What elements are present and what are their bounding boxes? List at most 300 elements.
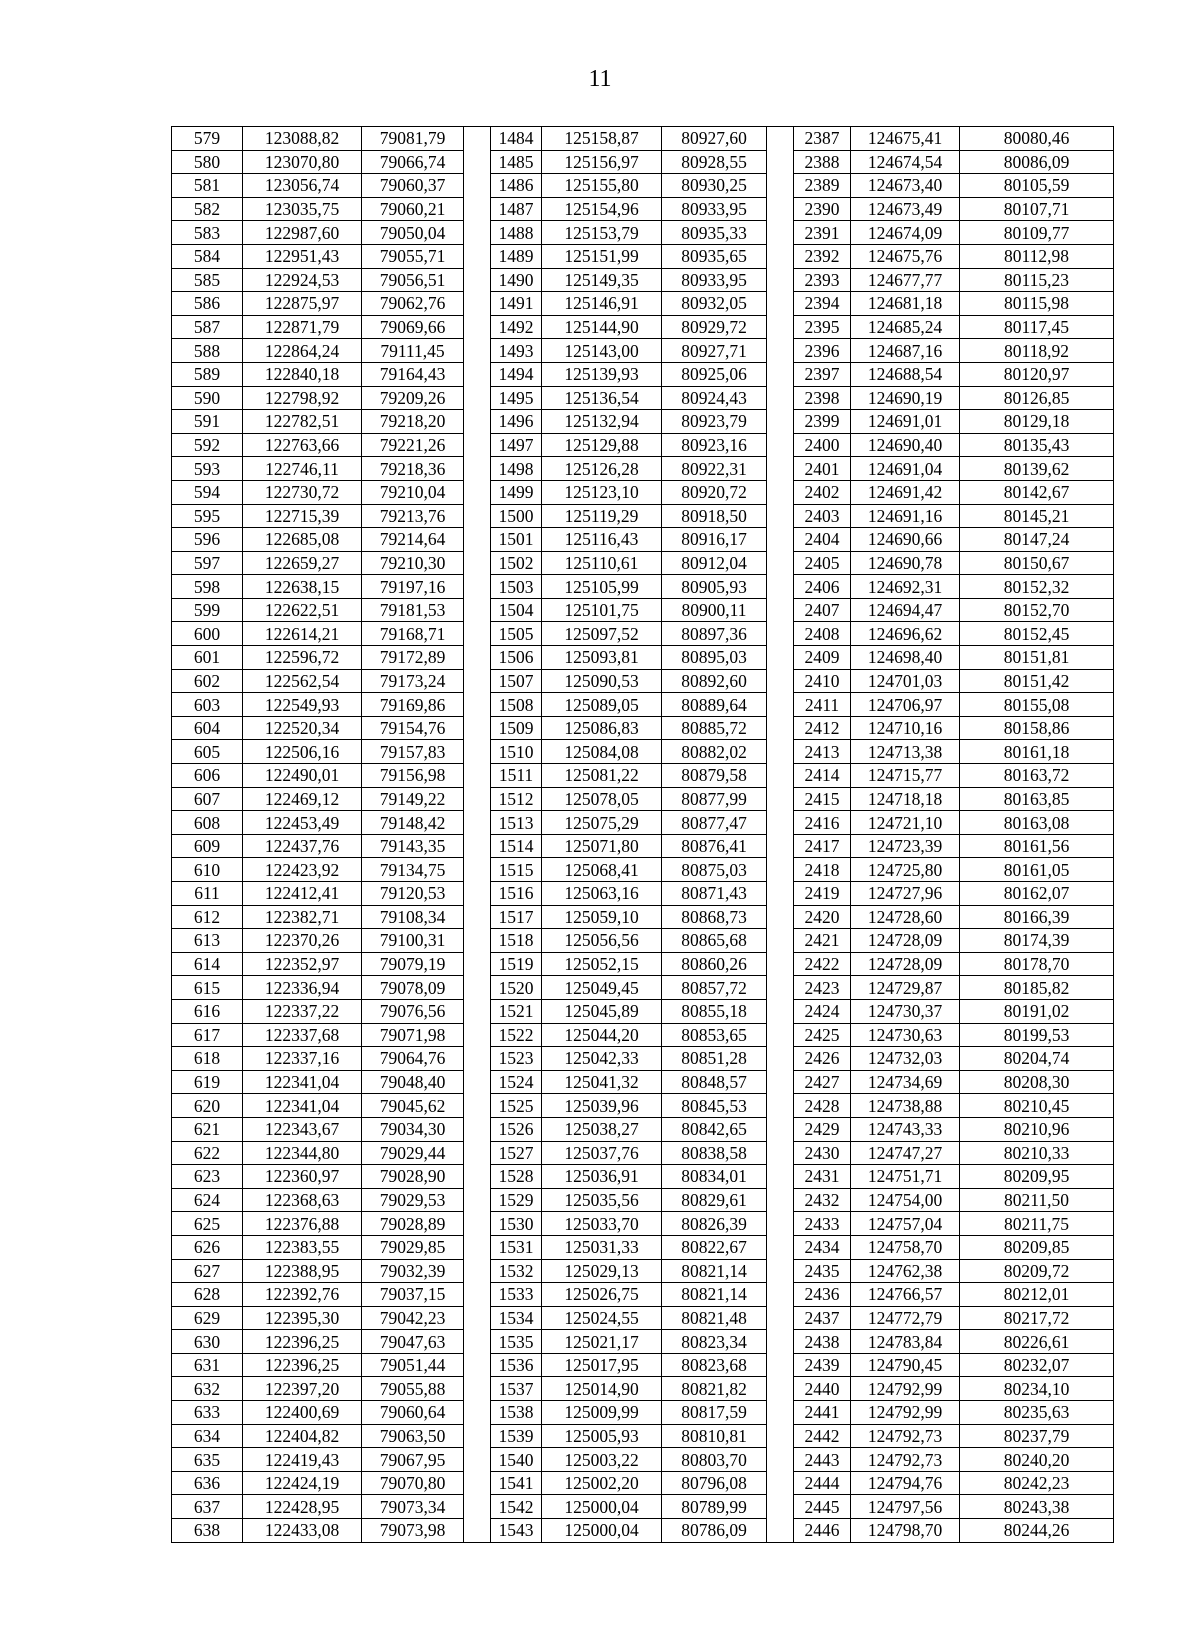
y-coordinate-cell: 80142,67: [960, 480, 1114, 504]
point-number-cell: 585: [172, 268, 243, 292]
table-row: [172, 197, 1114, 221]
column-group-separator: [767, 150, 794, 174]
x-coordinate-cell: 122520,34: [243, 716, 362, 740]
x-coordinate-cell: 125089,05: [542, 693, 662, 717]
y-coordinate-cell: 80107,71: [960, 197, 1114, 221]
y-coordinate-cell: 79221,26: [362, 433, 464, 457]
column-group-separator: [767, 858, 794, 882]
x-coordinate-cell: 125151,99: [542, 244, 662, 268]
point-number-cell: 1498: [491, 457, 542, 481]
y-coordinate-cell: 79060,64: [362, 1401, 464, 1425]
x-coordinate-cell: 122596,72: [243, 646, 362, 670]
y-coordinate-cell: 79197,16: [362, 575, 464, 599]
point-number-cell: 2395: [794, 315, 851, 339]
point-number-cell: 1516: [491, 882, 542, 906]
point-number-cell: 1501: [491, 528, 542, 552]
table-row: [172, 1377, 1114, 1401]
x-coordinate-cell: 122562,54: [243, 669, 362, 693]
point-number-cell: 595: [172, 504, 243, 528]
x-coordinate-cell: 124673,40: [851, 174, 960, 198]
column-group-separator: [464, 1330, 491, 1354]
x-coordinate-cell: 124691,42: [851, 480, 960, 504]
y-coordinate-cell: 79055,88: [362, 1377, 464, 1401]
table-row: [172, 1330, 1114, 1354]
y-coordinate-cell: 80135,43: [960, 433, 1114, 457]
x-coordinate-cell: 123070,80: [243, 150, 362, 174]
y-coordinate-cell: 80163,08: [960, 811, 1114, 835]
point-number-cell: 2392: [794, 244, 851, 268]
table-row: [172, 410, 1114, 434]
table-row: [172, 1519, 1114, 1543]
column-group-separator: [464, 292, 491, 316]
point-number-cell: 2399: [794, 410, 851, 434]
point-number-cell: 2391: [794, 221, 851, 245]
y-coordinate-cell: 80242,23: [960, 1471, 1114, 1495]
y-coordinate-cell: 79218,36: [362, 457, 464, 481]
point-number-cell: 2425: [794, 1023, 851, 1047]
point-number-cell: 2440: [794, 1377, 851, 1401]
y-coordinate-cell: 80918,50: [662, 504, 767, 528]
column-group-separator: [464, 716, 491, 740]
point-number-cell: 1485: [491, 150, 542, 174]
y-coordinate-cell: 80212,01: [960, 1283, 1114, 1307]
x-coordinate-cell: 125086,83: [542, 716, 662, 740]
y-coordinate-cell: 79060,21: [362, 197, 464, 221]
y-coordinate-cell: 80162,07: [960, 882, 1114, 906]
column-group-separator: [464, 457, 491, 481]
y-coordinate-cell: 80163,72: [960, 764, 1114, 788]
x-coordinate-cell: 122924,53: [243, 268, 362, 292]
y-coordinate-cell: 80191,02: [960, 999, 1114, 1023]
point-number-cell: 2397: [794, 362, 851, 386]
y-coordinate-cell: 79048,40: [362, 1070, 464, 1094]
y-coordinate-cell: 79073,34: [362, 1495, 464, 1519]
column-group-separator: [464, 882, 491, 906]
y-coordinate-cell: 80126,85: [960, 386, 1114, 410]
point-number-cell: 629: [172, 1306, 243, 1330]
x-coordinate-cell: 124783,84: [851, 1330, 960, 1354]
x-coordinate-cell: 125090,53: [542, 669, 662, 693]
point-number-cell: 1536: [491, 1353, 542, 1377]
x-coordinate-cell: 122341,04: [243, 1094, 362, 1118]
x-coordinate-cell: 124674,09: [851, 221, 960, 245]
point-number-cell: 2441: [794, 1401, 851, 1425]
y-coordinate-cell: 79164,43: [362, 362, 464, 386]
x-coordinate-cell: 125059,10: [542, 905, 662, 929]
point-number-cell: 601: [172, 646, 243, 670]
point-number-cell: 1511: [491, 764, 542, 788]
table-row: [172, 1283, 1114, 1307]
x-coordinate-cell: 124758,70: [851, 1235, 960, 1259]
column-group-separator: [767, 1519, 794, 1543]
x-coordinate-cell: 124673,49: [851, 197, 960, 221]
point-number-cell: 2390: [794, 197, 851, 221]
y-coordinate-cell: 79181,53: [362, 598, 464, 622]
table-row: [172, 362, 1114, 386]
y-coordinate-cell: 80882,02: [662, 740, 767, 764]
x-coordinate-cell: 124694,47: [851, 598, 960, 622]
x-coordinate-cell: 122840,18: [243, 362, 362, 386]
x-coordinate-cell: 124743,33: [851, 1117, 960, 1141]
point-number-cell: 602: [172, 669, 243, 693]
point-number-cell: 2393: [794, 268, 851, 292]
x-coordinate-cell: 125003,22: [542, 1448, 662, 1472]
table-row: [172, 1047, 1114, 1071]
point-number-cell: 1507: [491, 669, 542, 693]
point-number-cell: 2412: [794, 716, 851, 740]
column-group-separator: [767, 764, 794, 788]
column-group-separator: [464, 858, 491, 882]
x-coordinate-cell: 124674,54: [851, 150, 960, 174]
x-coordinate-cell: 125068,41: [542, 858, 662, 882]
column-group-separator: [464, 1353, 491, 1377]
column-group-separator: [767, 1259, 794, 1283]
y-coordinate-cell: 80209,72: [960, 1259, 1114, 1283]
point-number-cell: 2433: [794, 1212, 851, 1236]
column-group-separator: [464, 1094, 491, 1118]
y-coordinate-cell: 80208,30: [960, 1070, 1114, 1094]
column-group-separator: [767, 244, 794, 268]
x-coordinate-cell: 124721,10: [851, 811, 960, 835]
column-group-separator: [464, 433, 491, 457]
y-coordinate-cell: 79056,51: [362, 268, 464, 292]
x-coordinate-cell: 125031,33: [542, 1235, 662, 1259]
x-coordinate-cell: 122400,69: [243, 1401, 362, 1425]
x-coordinate-cell: 122396,25: [243, 1330, 362, 1354]
table-row: [172, 127, 1114, 151]
y-coordinate-cell: 79029,44: [362, 1141, 464, 1165]
x-coordinate-cell: 125093,81: [542, 646, 662, 670]
table-row: [172, 787, 1114, 811]
column-group-separator: [767, 716, 794, 740]
column-group-separator: [464, 362, 491, 386]
y-coordinate-cell: 80161,05: [960, 858, 1114, 882]
column-group-separator: [767, 1212, 794, 1236]
y-coordinate-cell: 79062,76: [362, 292, 464, 316]
point-number-cell: 623: [172, 1165, 243, 1189]
y-coordinate-cell: 79076,56: [362, 999, 464, 1023]
x-coordinate-cell: 122423,92: [243, 858, 362, 882]
x-coordinate-cell: 124792,99: [851, 1401, 960, 1425]
y-coordinate-cell: 80935,33: [662, 221, 767, 245]
column-group-separator: [767, 1117, 794, 1141]
column-group-separator: [767, 457, 794, 481]
point-number-cell: 1533: [491, 1283, 542, 1307]
x-coordinate-cell: 122506,16: [243, 740, 362, 764]
column-group-separator: [767, 1094, 794, 1118]
point-number-cell: 1542: [491, 1495, 542, 1519]
column-group-separator: [767, 1401, 794, 1425]
y-coordinate-cell: 79028,90: [362, 1165, 464, 1189]
x-coordinate-cell: 122395,30: [243, 1306, 362, 1330]
x-coordinate-cell: 124797,56: [851, 1495, 960, 1519]
x-coordinate-cell: 125037,76: [542, 1141, 662, 1165]
y-coordinate-cell: 80821,82: [662, 1377, 767, 1401]
point-number-cell: 1490: [491, 268, 542, 292]
y-coordinate-cell: 80161,18: [960, 740, 1114, 764]
point-number-cell: 618: [172, 1047, 243, 1071]
y-coordinate-cell: 79070,80: [362, 1471, 464, 1495]
column-group-separator: [464, 1377, 491, 1401]
point-number-cell: 1514: [491, 834, 542, 858]
point-number-cell: 2418: [794, 858, 851, 882]
y-coordinate-cell: 80174,39: [960, 929, 1114, 953]
column-group-separator: [464, 598, 491, 622]
y-coordinate-cell: 80889,64: [662, 693, 767, 717]
point-number-cell: 2442: [794, 1424, 851, 1448]
x-coordinate-cell: 125129,88: [542, 433, 662, 457]
y-coordinate-cell: 80105,59: [960, 174, 1114, 198]
x-coordinate-cell: 125029,13: [542, 1259, 662, 1283]
y-coordinate-cell: 80923,79: [662, 410, 767, 434]
y-coordinate-cell: 80152,32: [960, 575, 1114, 599]
y-coordinate-cell: 80199,53: [960, 1023, 1114, 1047]
point-number-cell: 1524: [491, 1070, 542, 1094]
x-coordinate-cell: 125155,80: [542, 174, 662, 198]
point-number-cell: 630: [172, 1330, 243, 1354]
y-coordinate-cell: 80240,20: [960, 1448, 1114, 1472]
table-row: [172, 174, 1114, 198]
x-coordinate-cell: 124713,38: [851, 740, 960, 764]
x-coordinate-cell: 124729,87: [851, 976, 960, 1000]
y-coordinate-cell: 80875,03: [662, 858, 767, 882]
column-group-separator: [464, 834, 491, 858]
column-group-separator: [767, 362, 794, 386]
y-coordinate-cell: 80821,14: [662, 1283, 767, 1307]
x-coordinate-cell: 124792,73: [851, 1448, 960, 1472]
column-group-separator: [767, 268, 794, 292]
x-coordinate-cell: 124691,16: [851, 504, 960, 528]
column-group-separator: [767, 221, 794, 245]
x-coordinate-cell: 124698,40: [851, 646, 960, 670]
column-group-separator: [767, 1448, 794, 1472]
point-number-cell: 582: [172, 197, 243, 221]
y-coordinate-cell: 80155,08: [960, 693, 1114, 717]
point-number-cell: 611: [172, 882, 243, 906]
y-coordinate-cell: 80851,28: [662, 1047, 767, 1071]
table-row: [172, 268, 1114, 292]
column-group-separator: [464, 1117, 491, 1141]
y-coordinate-cell: 79154,76: [362, 716, 464, 740]
column-group-separator: [464, 315, 491, 339]
y-coordinate-cell: 80118,92: [960, 339, 1114, 363]
point-number-cell: 604: [172, 716, 243, 740]
x-coordinate-cell: 124715,77: [851, 764, 960, 788]
table-row: [172, 1070, 1114, 1094]
point-number-cell: 1530: [491, 1212, 542, 1236]
column-group-separator: [464, 1448, 491, 1472]
point-number-cell: 1526: [491, 1117, 542, 1141]
x-coordinate-cell: 122428,95: [243, 1495, 362, 1519]
column-group-separator: [464, 1141, 491, 1165]
y-coordinate-cell: 80789,99: [662, 1495, 767, 1519]
y-coordinate-cell: 80237,79: [960, 1424, 1114, 1448]
y-coordinate-cell: 80235,63: [960, 1401, 1114, 1425]
x-coordinate-cell: 125143,00: [542, 339, 662, 363]
x-coordinate-cell: 125002,20: [542, 1471, 662, 1495]
x-coordinate-cell: 122715,39: [243, 504, 362, 528]
x-coordinate-cell: 122433,08: [243, 1519, 362, 1543]
x-coordinate-cell: 124772,79: [851, 1306, 960, 1330]
column-group-separator: [767, 622, 794, 646]
x-coordinate-cell: 122469,12: [243, 787, 362, 811]
y-coordinate-cell: 80892,60: [662, 669, 767, 693]
column-group-separator: [464, 1306, 491, 1330]
column-group-separator: [464, 339, 491, 363]
column-group-separator: [464, 646, 491, 670]
y-coordinate-cell: 80139,62: [960, 457, 1114, 481]
y-coordinate-cell: 79071,98: [362, 1023, 464, 1047]
point-number-cell: 1519: [491, 952, 542, 976]
table-row: [172, 999, 1114, 1023]
y-coordinate-cell: 80112,98: [960, 244, 1114, 268]
point-number-cell: 625: [172, 1212, 243, 1236]
point-number-cell: 584: [172, 244, 243, 268]
coordinates-table: [171, 126, 1114, 1543]
x-coordinate-cell: 125154,96: [542, 197, 662, 221]
table-row: [172, 882, 1114, 906]
y-coordinate-cell: 80900,11: [662, 598, 767, 622]
x-coordinate-cell: 124798,70: [851, 1519, 960, 1543]
table-row: [172, 575, 1114, 599]
y-coordinate-cell: 80829,61: [662, 1188, 767, 1212]
table-row: [172, 1165, 1114, 1189]
y-coordinate-cell: 80232,07: [960, 1353, 1114, 1377]
table-row: [172, 1188, 1114, 1212]
y-coordinate-cell: 79028,89: [362, 1212, 464, 1236]
point-number-cell: 606: [172, 764, 243, 788]
point-number-cell: 588: [172, 339, 243, 363]
y-coordinate-cell: 80163,85: [960, 787, 1114, 811]
point-number-cell: 2387: [794, 127, 851, 151]
table-row: [172, 811, 1114, 835]
point-number-cell: 1494: [491, 362, 542, 386]
table-row: [172, 1495, 1114, 1519]
point-number-cell: 1532: [491, 1259, 542, 1283]
y-coordinate-cell: 80925,06: [662, 362, 767, 386]
column-group-separator: [767, 929, 794, 953]
x-coordinate-cell: 125000,04: [542, 1495, 662, 1519]
point-number-cell: 2407: [794, 598, 851, 622]
y-coordinate-cell: 80786,09: [662, 1519, 767, 1543]
point-number-cell: 612: [172, 905, 243, 929]
y-coordinate-cell: 80929,72: [662, 315, 767, 339]
point-number-cell: 1508: [491, 693, 542, 717]
x-coordinate-cell: 125071,80: [542, 834, 662, 858]
table-row: [172, 551, 1114, 575]
y-coordinate-cell: 80823,68: [662, 1353, 767, 1377]
table-row: [172, 292, 1114, 316]
point-number-cell: 1515: [491, 858, 542, 882]
column-group-separator: [767, 410, 794, 434]
point-number-cell: 1518: [491, 929, 542, 953]
y-coordinate-cell: 80871,43: [662, 882, 767, 906]
y-coordinate-cell: 79081,79: [362, 127, 464, 151]
x-coordinate-cell: 125052,15: [542, 952, 662, 976]
x-coordinate-cell: 124794,76: [851, 1471, 960, 1495]
column-group-separator: [767, 1330, 794, 1354]
point-number-cell: 579: [172, 127, 243, 151]
x-coordinate-cell: 122383,55: [243, 1235, 362, 1259]
y-coordinate-cell: 80217,72: [960, 1306, 1114, 1330]
point-number-cell: 2443: [794, 1448, 851, 1472]
point-number-cell: 2431: [794, 1165, 851, 1189]
x-coordinate-cell: 125033,70: [542, 1212, 662, 1236]
x-coordinate-cell: 125123,10: [542, 480, 662, 504]
column-group-separator: [464, 197, 491, 221]
table-row: [172, 1259, 1114, 1283]
y-coordinate-cell: 80129,18: [960, 410, 1114, 434]
y-coordinate-cell: 80086,09: [960, 150, 1114, 174]
point-number-cell: 637: [172, 1495, 243, 1519]
y-coordinate-cell: 79064,76: [362, 1047, 464, 1071]
x-coordinate-cell: 123056,74: [243, 174, 362, 198]
column-group-separator: [464, 221, 491, 245]
y-coordinate-cell: 80803,70: [662, 1448, 767, 1472]
column-group-separator: [767, 952, 794, 976]
y-coordinate-cell: 80209,95: [960, 1165, 1114, 1189]
x-coordinate-cell: 124685,24: [851, 315, 960, 339]
point-number-cell: 1543: [491, 1519, 542, 1543]
point-number-cell: 587: [172, 315, 243, 339]
y-coordinate-cell: 80821,48: [662, 1306, 767, 1330]
x-coordinate-cell: 125039,96: [542, 1094, 662, 1118]
column-group-separator: [767, 1353, 794, 1377]
point-number-cell: 581: [172, 174, 243, 198]
y-coordinate-cell: 79069,66: [362, 315, 464, 339]
point-number-cell: 592: [172, 433, 243, 457]
y-coordinate-cell: 80848,57: [662, 1070, 767, 1094]
column-group-separator: [464, 1212, 491, 1236]
point-number-cell: 610: [172, 858, 243, 882]
table-row: [172, 929, 1114, 953]
point-number-cell: 597: [172, 551, 243, 575]
table-row: [172, 740, 1114, 764]
x-coordinate-cell: 125078,05: [542, 787, 662, 811]
column-group-separator: [767, 811, 794, 835]
table-row: [172, 221, 1114, 245]
x-coordinate-cell: 124681,18: [851, 292, 960, 316]
x-coordinate-cell: 125049,45: [542, 976, 662, 1000]
point-number-cell: 2396: [794, 339, 851, 363]
point-number-cell: 583: [172, 221, 243, 245]
point-number-cell: 2432: [794, 1188, 851, 1212]
table-row: [172, 1117, 1114, 1141]
y-coordinate-cell: 80933,95: [662, 268, 767, 292]
x-coordinate-cell: 124690,40: [851, 433, 960, 457]
y-coordinate-cell: 80912,04: [662, 551, 767, 575]
x-coordinate-cell: 122951,43: [243, 244, 362, 268]
x-coordinate-cell: 122864,24: [243, 339, 362, 363]
point-number-cell: 615: [172, 976, 243, 1000]
x-coordinate-cell: 124728,09: [851, 952, 960, 976]
y-coordinate-cell: 80115,98: [960, 292, 1114, 316]
x-coordinate-cell: 124690,19: [851, 386, 960, 410]
column-group-separator: [464, 976, 491, 1000]
column-group-separator: [464, 952, 491, 976]
table-row: [172, 905, 1114, 929]
point-number-cell: 1497: [491, 433, 542, 457]
y-coordinate-cell: 80243,38: [960, 1495, 1114, 1519]
point-number-cell: 614: [172, 952, 243, 976]
x-coordinate-cell: 124762,38: [851, 1259, 960, 1283]
point-number-cell: 624: [172, 1188, 243, 1212]
point-number-cell: 598: [172, 575, 243, 599]
y-coordinate-cell: 80178,70: [960, 952, 1114, 976]
column-group-separator: [464, 1471, 491, 1495]
y-coordinate-cell: 80115,23: [960, 268, 1114, 292]
x-coordinate-cell: 125149,35: [542, 268, 662, 292]
